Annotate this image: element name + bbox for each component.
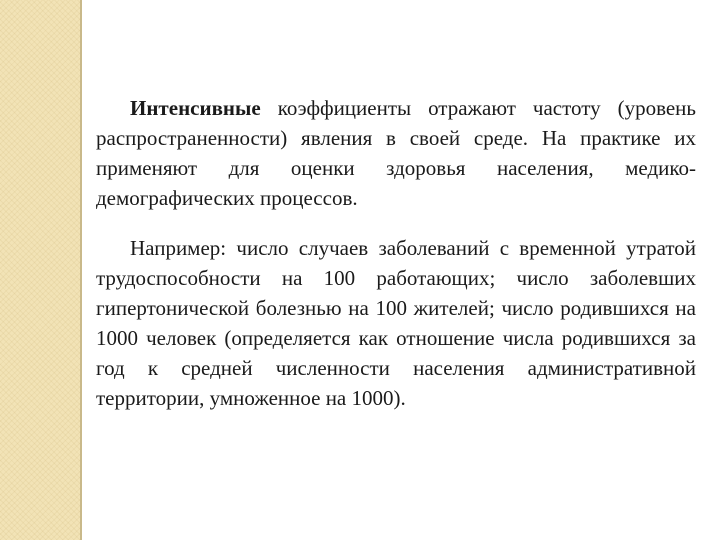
term-intensive: Интенсивные [130, 96, 261, 120]
slide-text-body [96, 93, 696, 413]
examples-paragraph: Например: число случаев заболеваний с временной утратой трудоспособности на 100 работающих; число заболевших гипертонической болезнью на 100 жителей; число родившихся на 1000 человек (определяется как отношение числа родившихся за год к средней численности населения административной территории, умноженное на 1000). [96, 236, 696, 410]
side-panel-divider [80, 0, 82, 540]
intensive-coefficients-definition [96, 93, 696, 213]
definition-text: коэффициенты отражают частоту (уровень распространенности) явления в своей среде. На практике их применяют для оценки здоровья населения, медико-демографических процессов. [96, 96, 696, 210]
decorative-side-panel [0, 0, 80, 540]
